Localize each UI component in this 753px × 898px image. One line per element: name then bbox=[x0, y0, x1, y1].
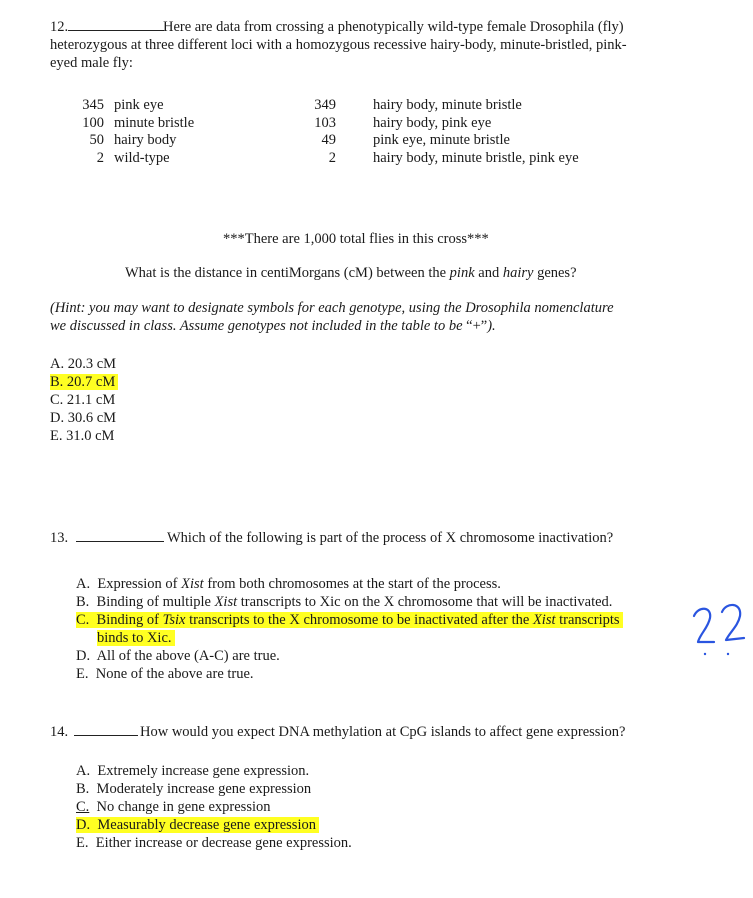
option-text-end: transcripts to Xic on the X chromosome that will be inactivated. bbox=[237, 594, 613, 610]
option-b[interactable] bbox=[50, 373, 118, 391]
phenotype: pink eye, minute bristle bbox=[373, 132, 510, 148]
option-e[interactable] bbox=[76, 665, 623, 683]
phenotype: pink eye bbox=[114, 97, 164, 113]
hint-end: ). bbox=[487, 318, 496, 334]
option-b[interactable] bbox=[76, 593, 623, 611]
q13-stem: Which of the following is part of the process of X chromosome inactivation? bbox=[167, 530, 614, 546]
option-d[interactable]: D. 30.6 cM bbox=[50, 410, 117, 426]
option-letter: A. bbox=[76, 576, 91, 592]
option-b-highlighted: B. 20.7 cM bbox=[50, 374, 118, 390]
table-row bbox=[310, 132, 579, 150]
option-letter: C. bbox=[76, 799, 90, 815]
q13-answer-blank[interactable] bbox=[76, 541, 164, 542]
phenotype: hairy body bbox=[114, 132, 177, 148]
option-text-end: transcripts bbox=[555, 612, 620, 628]
q12-number: 12. bbox=[50, 19, 69, 35]
q14-number: 14. bbox=[50, 724, 69, 740]
option-xist: Xist bbox=[214, 594, 238, 610]
table-row bbox=[310, 97, 579, 115]
option-c[interactable] bbox=[76, 611, 623, 629]
option-letter: E. bbox=[76, 666, 89, 682]
q12-hint-line2 bbox=[50, 318, 496, 335]
option-c-line2: binds to Xic. bbox=[97, 630, 175, 646]
option-text-end: from both chromosomes at the start of the process. bbox=[203, 576, 501, 592]
phenotype: hairy body, pink eye bbox=[373, 114, 492, 131]
count: 50 bbox=[89, 132, 104, 148]
option-e[interactable]: E. 31.0 cM bbox=[50, 428, 115, 444]
hint-text: we discussed in class. Assume genotypes not included in the table to be bbox=[50, 318, 467, 334]
option-d[interactable] bbox=[76, 816, 352, 834]
option-text: Expression of bbox=[97, 576, 182, 592]
hint-symbol: “+” bbox=[466, 318, 488, 334]
option-a[interactable]: A. 20.3 cM bbox=[50, 356, 117, 372]
option-c[interactable] bbox=[76, 798, 352, 816]
option-c-continued[interactable] bbox=[76, 629, 623, 647]
option-xist: Xist bbox=[532, 612, 556, 628]
q12-stem-line1: Here are data from crossing a phenotypically wild-type female Drosophila (fly) bbox=[163, 19, 624, 35]
option-text: No change in gene expression bbox=[96, 799, 271, 815]
option-text: Either increase or decrease gene expression. bbox=[95, 835, 352, 851]
q12-stem-line3: eyed male fly: bbox=[50, 55, 133, 71]
option-text: Binding of bbox=[96, 612, 163, 628]
count: 103 bbox=[314, 114, 336, 131]
count: 2 bbox=[328, 149, 336, 166]
handwritten-mark-icon bbox=[688, 598, 750, 658]
phenotype: minute bristle bbox=[114, 114, 195, 131]
option-a[interactable] bbox=[76, 762, 352, 780]
option-letter: B. bbox=[76, 594, 90, 610]
q12-table-right bbox=[310, 97, 579, 167]
question-pink: pink bbox=[449, 265, 475, 281]
table-row bbox=[78, 115, 194, 133]
phenotype: hairy body, minute bristle, pink eye bbox=[373, 149, 579, 166]
option-text: Moderately increase gene expression bbox=[96, 781, 312, 797]
option-letter: A. bbox=[76, 763, 91, 779]
question-hairy: hairy bbox=[502, 265, 534, 281]
q12-number-line bbox=[50, 19, 164, 36]
table-row bbox=[78, 132, 194, 150]
count: 2 bbox=[96, 149, 104, 166]
question-text: What is the distance in centiMorgans (cM) between the bbox=[125, 265, 450, 281]
q13-number: 13. bbox=[50, 530, 69, 546]
q14-number-line bbox=[50, 724, 138, 741]
option-xist: Xist bbox=[181, 576, 204, 592]
option-c[interactable]: C. 21.1 cM bbox=[50, 392, 116, 408]
question-and: and bbox=[474, 265, 503, 281]
table-row bbox=[78, 150, 194, 168]
option-b[interactable] bbox=[76, 780, 352, 798]
option-text: Binding of multiple bbox=[96, 594, 215, 610]
q14-options bbox=[76, 762, 352, 852]
option-text: Extremely increase gene expression. bbox=[97, 763, 310, 779]
q14-answer-blank[interactable] bbox=[74, 735, 138, 736]
q13-options bbox=[76, 575, 623, 683]
count: 345 bbox=[82, 97, 104, 113]
option-c-highlighted bbox=[76, 612, 623, 628]
option-letter: E. bbox=[76, 835, 89, 851]
table-row bbox=[310, 150, 579, 168]
count: 349 bbox=[314, 97, 336, 113]
option-text: None of the above are true. bbox=[95, 666, 254, 682]
option-a[interactable] bbox=[76, 575, 623, 593]
q12-options bbox=[50, 355, 118, 445]
question-post: genes? bbox=[533, 265, 577, 281]
phenotype: hairy body, minute bristle bbox=[373, 97, 522, 113]
option-d-highlighted bbox=[76, 817, 319, 833]
q12-answer-blank[interactable] bbox=[68, 30, 164, 31]
option-text: Measurably decrease gene expression bbox=[97, 817, 316, 833]
option-d[interactable] bbox=[76, 647, 623, 665]
option-tsix: Tsix bbox=[162, 612, 186, 628]
option-letter: D. bbox=[76, 817, 91, 833]
count: 100 bbox=[82, 114, 104, 131]
q14-stem: How would you expect DNA methylation at CpG islands to affect gene expression? bbox=[140, 724, 626, 740]
option-text: All of the above (A-C) are true. bbox=[96, 648, 280, 664]
count: 49 bbox=[321, 132, 336, 148]
phenotype: wild-type bbox=[114, 149, 170, 166]
option-letter: C. bbox=[76, 612, 90, 628]
option-letter: B. bbox=[76, 781, 90, 797]
q12-stem-line2: heterozygous at three different loci with a homozygous recessive hairy-body, minute-bristled, pink- bbox=[50, 37, 627, 53]
table-row bbox=[310, 115, 579, 133]
q12-table-left bbox=[78, 97, 194, 167]
option-letter: D. bbox=[76, 648, 91, 664]
q12-total-note: ***There are 1,000 total flies in this cross*** bbox=[223, 231, 489, 247]
option-text-mid: transcripts to the X chromosome to be inactivated after the bbox=[185, 612, 533, 628]
q12-hint-line1: (Hint: you may want to designate symbols for each genotype, using the Drosophila nomenclature bbox=[50, 300, 614, 316]
option-e[interactable] bbox=[76, 834, 352, 852]
q13-number-line bbox=[50, 530, 164, 547]
q12-question bbox=[125, 265, 577, 282]
table-row bbox=[78, 97, 194, 115]
